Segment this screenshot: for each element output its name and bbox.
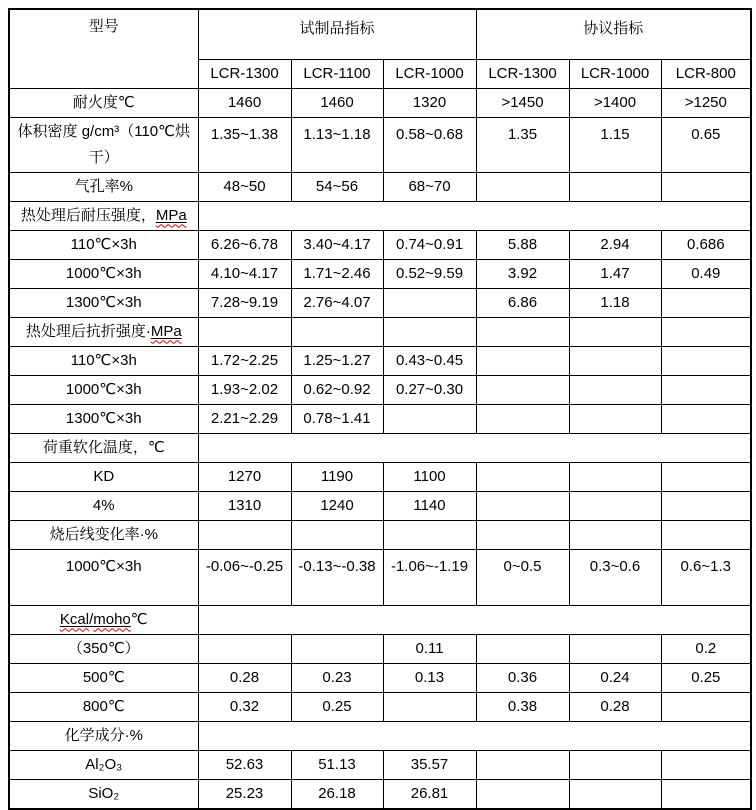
table-cell bbox=[661, 172, 751, 201]
table-cell: 1.13~1.18 bbox=[291, 117, 383, 172]
table-cell bbox=[569, 375, 661, 404]
table-cell bbox=[661, 750, 751, 779]
table-cell: 0.25 bbox=[291, 692, 383, 721]
table-row bbox=[9, 172, 751, 201]
row-label: 4% bbox=[9, 491, 198, 520]
table-cell bbox=[661, 520, 751, 549]
table-row bbox=[9, 462, 751, 491]
section-row bbox=[9, 201, 751, 230]
header-model-name: LCR-1000 bbox=[569, 59, 661, 88]
table-cell: 2.94 bbox=[569, 230, 661, 259]
table-cell: 0.52~9.59 bbox=[383, 259, 476, 288]
section-label bbox=[9, 317, 198, 346]
row-label: 800℃ bbox=[9, 692, 198, 721]
table-cell bbox=[476, 346, 569, 375]
spec-table bbox=[8, 8, 752, 810]
table-cell bbox=[661, 404, 751, 433]
misspelled-word: MPa bbox=[155, 206, 187, 224]
table-cell: 0.3~0.6 bbox=[569, 549, 661, 605]
table-cell: 4.10~4.17 bbox=[198, 259, 291, 288]
table-cell: 2.21~2.29 bbox=[198, 404, 291, 433]
table-cell bbox=[661, 779, 751, 809]
table-cell: 0.62~0.92 bbox=[291, 375, 383, 404]
table-cell bbox=[569, 404, 661, 433]
table-cell: 1.71~2.46 bbox=[291, 259, 383, 288]
section-label-text: / bbox=[89, 610, 94, 628]
table-cell bbox=[661, 288, 751, 317]
table-cell: 0.13 bbox=[383, 663, 476, 692]
table-cell: 1460 bbox=[198, 88, 291, 117]
table-cell: 1.47 bbox=[569, 259, 661, 288]
table-cell: 1310 bbox=[198, 491, 291, 520]
table-cell bbox=[383, 404, 476, 433]
section-label: 化学成分·% bbox=[9, 721, 198, 750]
table-cell bbox=[569, 634, 661, 663]
header-model-name: LCR-800 bbox=[661, 59, 751, 88]
table-cell: 3.40~4.17 bbox=[291, 230, 383, 259]
table-cell: -0.06~-0.25 bbox=[198, 549, 291, 605]
table-cell: 0.43~0.45 bbox=[383, 346, 476, 375]
row-label: （350℃） bbox=[9, 634, 198, 663]
table-cell: 7.28~9.19 bbox=[198, 288, 291, 317]
table-cell bbox=[661, 692, 751, 721]
table-cell bbox=[476, 779, 569, 809]
table-cell bbox=[476, 520, 569, 549]
table-row bbox=[9, 634, 751, 663]
section-empty-cell bbox=[198, 433, 751, 462]
table-cell: 26.18 bbox=[291, 779, 383, 809]
table-cell: 0.6~1.3 bbox=[661, 549, 751, 605]
table-cell: -0.13~-0.38 bbox=[291, 549, 383, 605]
section-empty-cell bbox=[198, 201, 751, 230]
table-cell bbox=[476, 491, 569, 520]
table-cell: 1.18 bbox=[569, 288, 661, 317]
table-cell bbox=[569, 346, 661, 375]
misspelled-word: MPa bbox=[150, 322, 182, 340]
row-label: 1300℃×3h bbox=[9, 288, 198, 317]
table-cell: 0.11 bbox=[383, 634, 476, 663]
table-cell: 0.28 bbox=[198, 663, 291, 692]
table-cell: 1.93~2.02 bbox=[198, 375, 291, 404]
row-label: 气孔率% bbox=[9, 172, 198, 201]
section-row bbox=[9, 605, 751, 634]
table-cell: 1.15 bbox=[569, 117, 661, 172]
table-cell: 0.2 bbox=[661, 634, 751, 663]
table-cell: 35.57 bbox=[383, 750, 476, 779]
table-row bbox=[9, 117, 751, 172]
section-row bbox=[9, 721, 751, 750]
section-label-text: 热处理后耐压强度， bbox=[20, 206, 156, 224]
header-model-col: 型号 bbox=[9, 9, 198, 88]
table-cell: 26.81 bbox=[383, 779, 476, 809]
table-cell: 3.92 bbox=[476, 259, 569, 288]
table-row bbox=[9, 549, 751, 605]
table-cell: 0.23 bbox=[291, 663, 383, 692]
header-model-name: LCR-1300 bbox=[198, 59, 291, 88]
row-label: 1300℃×3h bbox=[9, 404, 198, 433]
degree-celsius-text: ℃ bbox=[130, 610, 148, 628]
table-cell: 0~0.5 bbox=[476, 549, 569, 605]
table-cell: 1100 bbox=[383, 462, 476, 491]
row-label: SiO₂ bbox=[9, 779, 198, 809]
row-label: 耐火度℃ bbox=[9, 88, 198, 117]
table-cell bbox=[661, 491, 751, 520]
table-cell: 0.27~0.30 bbox=[383, 375, 476, 404]
table-cell bbox=[198, 317, 291, 346]
table-cell bbox=[569, 779, 661, 809]
header-model-name: LCR-1000 bbox=[383, 59, 476, 88]
table-cell: 0.65 bbox=[661, 117, 751, 172]
table-cell: 0.49 bbox=[661, 259, 751, 288]
table-row bbox=[9, 259, 751, 288]
header-group-trial: 试制品指标 bbox=[198, 9, 476, 59]
row-label: KD bbox=[9, 462, 198, 491]
table-cell: 1.72~2.25 bbox=[198, 346, 291, 375]
header-model-name: LCR-1100 bbox=[291, 59, 383, 88]
table-cell bbox=[476, 317, 569, 346]
table-cell: 1270 bbox=[198, 462, 291, 491]
section-label bbox=[9, 201, 198, 230]
table-cell bbox=[383, 288, 476, 317]
table-cell: 1.35 bbox=[476, 117, 569, 172]
table-cell bbox=[476, 375, 569, 404]
table-cell bbox=[569, 172, 661, 201]
table-cell: 0.58~0.68 bbox=[383, 117, 476, 172]
table-cell bbox=[476, 172, 569, 201]
table-cell: 0.78~1.41 bbox=[291, 404, 383, 433]
table-row bbox=[9, 692, 751, 721]
table-cell: 6.26~6.78 bbox=[198, 230, 291, 259]
table-cell: 0.24 bbox=[569, 663, 661, 692]
row-label: 1000℃×3h bbox=[9, 259, 198, 288]
table-cell: 0.74~0.91 bbox=[383, 230, 476, 259]
section-row bbox=[9, 433, 751, 462]
section-row bbox=[9, 520, 751, 549]
header-model-name: LCR-1300 bbox=[476, 59, 569, 88]
table-row bbox=[9, 404, 751, 433]
table-cell: 0.38 bbox=[476, 692, 569, 721]
table-cell: 0.36 bbox=[476, 663, 569, 692]
table-cell bbox=[291, 634, 383, 663]
section-label: 烧后线变化率·% bbox=[9, 520, 198, 549]
section-label: 荷重软化温度，℃ bbox=[9, 433, 198, 462]
header-row-groups bbox=[9, 9, 751, 59]
table-row bbox=[9, 779, 751, 809]
table-cell bbox=[383, 317, 476, 346]
row-label: Al₂O₃ bbox=[9, 750, 198, 779]
misspelled-word: Kcal bbox=[59, 610, 90, 628]
section-label-text: 热处理后抗折强度· bbox=[25, 322, 151, 340]
section-row bbox=[9, 317, 751, 346]
table-cell bbox=[569, 491, 661, 520]
table-cell: 1240 bbox=[291, 491, 383, 520]
table-cell: 0.686 bbox=[661, 230, 751, 259]
table-row bbox=[9, 750, 751, 779]
table-cell: 1320 bbox=[383, 88, 476, 117]
section-empty-cell bbox=[198, 605, 751, 634]
table-cell: 48~50 bbox=[198, 172, 291, 201]
misspelled-word: moho bbox=[93, 610, 131, 628]
table-row bbox=[9, 491, 751, 520]
row-label: 110℃×3h bbox=[9, 230, 198, 259]
section-empty-cell bbox=[198, 721, 751, 750]
table-cell: 0.25 bbox=[661, 663, 751, 692]
table-cell: 51.13 bbox=[291, 750, 383, 779]
table-cell: 54~56 bbox=[291, 172, 383, 201]
table-cell: 68~70 bbox=[383, 172, 476, 201]
table-row bbox=[9, 88, 751, 117]
table-cell bbox=[476, 750, 569, 779]
table-cell bbox=[198, 520, 291, 549]
table-cell: -1.06~-1.19 bbox=[383, 549, 476, 605]
table-cell bbox=[569, 462, 661, 491]
table-row bbox=[9, 288, 751, 317]
section-label bbox=[9, 605, 198, 634]
table-cell bbox=[569, 317, 661, 346]
table-cell bbox=[661, 375, 751, 404]
table-row bbox=[9, 230, 751, 259]
row-label: 体积密度 g/cm³（110℃烘干） bbox=[9, 117, 198, 172]
table-cell bbox=[476, 404, 569, 433]
table-cell bbox=[383, 692, 476, 721]
table-cell bbox=[661, 317, 751, 346]
table-cell: 1.25~1.27 bbox=[291, 346, 383, 375]
table-cell: 1140 bbox=[383, 491, 476, 520]
row-label: 1000℃×3h bbox=[9, 549, 198, 605]
table-cell: 2.76~4.07 bbox=[291, 288, 383, 317]
table-row bbox=[9, 375, 751, 404]
row-label: 110℃×3h bbox=[9, 346, 198, 375]
table-cell bbox=[291, 317, 383, 346]
table-row bbox=[9, 346, 751, 375]
table-cell: 1190 bbox=[291, 462, 383, 491]
row-label: 1000℃×3h bbox=[9, 375, 198, 404]
table-cell bbox=[291, 520, 383, 549]
table-cell: 1.35~1.38 bbox=[198, 117, 291, 172]
table-cell bbox=[198, 634, 291, 663]
table-cell bbox=[569, 520, 661, 549]
table-cell: >1400 bbox=[569, 88, 661, 117]
table-cell bbox=[661, 462, 751, 491]
table-cell: 5.88 bbox=[476, 230, 569, 259]
table-cell bbox=[476, 634, 569, 663]
table-cell: 25.23 bbox=[198, 779, 291, 809]
table-cell bbox=[476, 462, 569, 491]
table-cell: 1460 bbox=[291, 88, 383, 117]
header-group-agreement: 协议指标 bbox=[476, 9, 751, 59]
table-cell: 52.63 bbox=[198, 750, 291, 779]
table-cell bbox=[569, 750, 661, 779]
table-cell: 0.28 bbox=[569, 692, 661, 721]
table-cell: 6.86 bbox=[476, 288, 569, 317]
table-cell bbox=[661, 346, 751, 375]
table-cell: >1250 bbox=[661, 88, 751, 117]
table-cell bbox=[383, 520, 476, 549]
row-label: 500℃ bbox=[9, 663, 198, 692]
table-cell: 0.32 bbox=[198, 692, 291, 721]
table-cell: >1450 bbox=[476, 88, 569, 117]
table-row bbox=[9, 663, 751, 692]
